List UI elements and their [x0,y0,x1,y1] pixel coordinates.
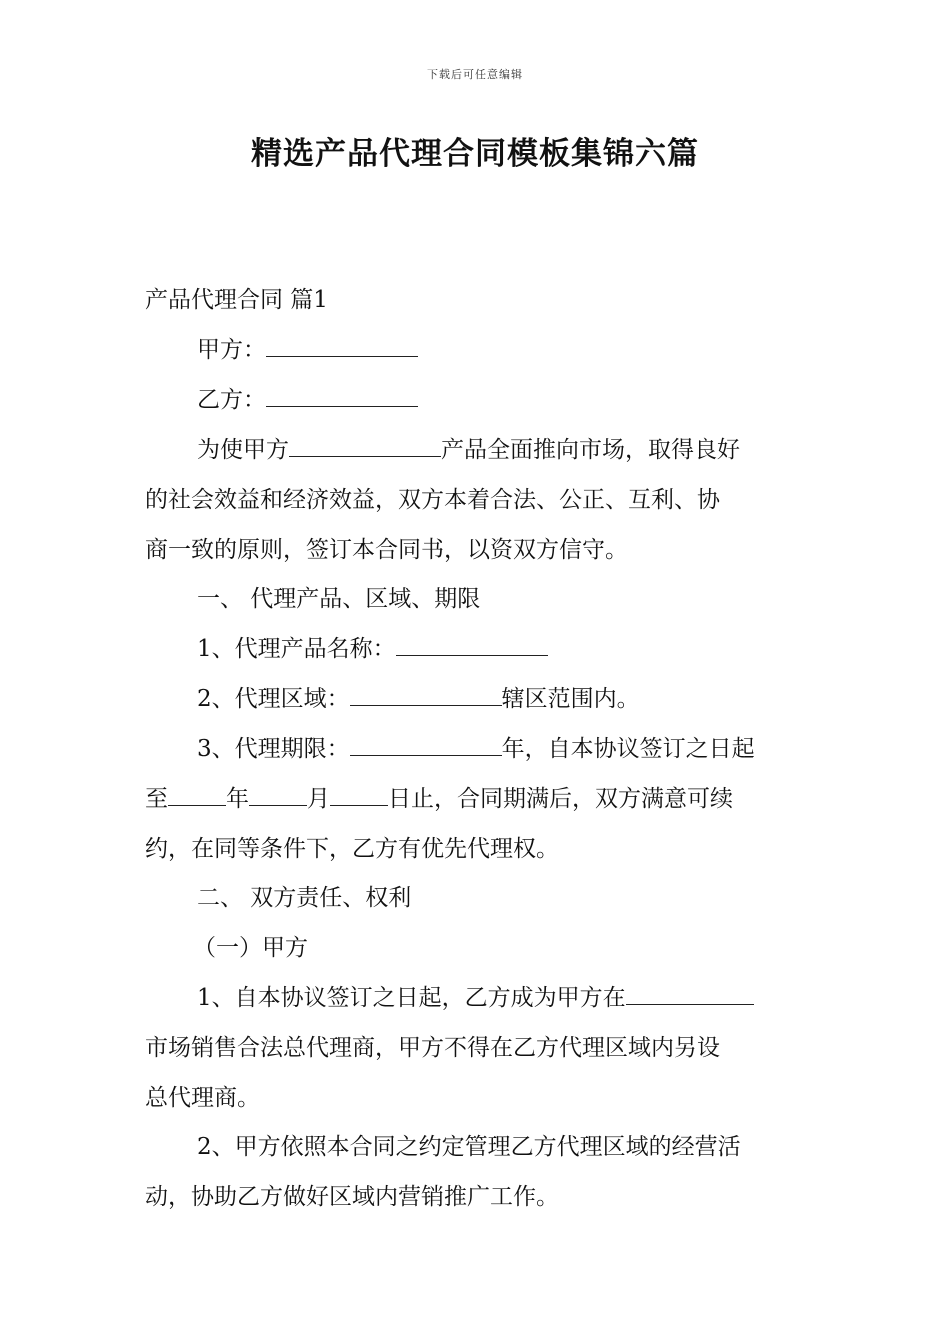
a-item1-line-1 [197,978,754,1018]
item3-label: 3、代理期限： [197,736,350,762]
a-item2-line-1: 2、甲方依照本合同之约定管理乙方代理区域的经营活 [197,1134,741,1160]
a-item1-text: 1、自本协议签订之日起，乙方成为甲方在 [197,985,626,1011]
party-a-label: 甲方： [197,337,266,363]
item1-line [197,629,548,669]
region-blank[interactable] [350,683,502,706]
product-name-blank[interactable] [396,633,548,656]
end-day-blank[interactable] [330,783,388,806]
party-b-label: 乙方： [197,387,266,413]
end-month-blank[interactable] [249,783,307,806]
intro-part2: 产品全面推向市场，取得良好 [441,437,740,463]
item2-label: 2、代理区域： [197,686,350,712]
party-b-line [197,380,418,420]
intro-part1: 为使甲方 [197,437,289,463]
a-item1-line-3: 总代理商。 [145,1085,260,1111]
item2-line [197,679,640,719]
party-b-blank[interactable] [266,384,418,407]
a-item2-line-2: 动，协助乙方做好区域内营销推广工作。 [145,1184,559,1210]
clause1-heading: 一、 代理产品、区域、期限 [197,586,481,612]
end-year-blank[interactable] [168,783,226,806]
document-title: 精选产品代理合同模板集锦六篇 [251,136,699,172]
header-note: 下载后可任意编辑 [427,68,523,81]
item3-suffix: 年，自本协议签订之日起 [501,736,755,762]
intro-line-3: 商一致的原则，签订本合同书，以资双方信守。 [145,537,628,563]
term-years-blank[interactable] [350,733,502,756]
intro-line-1 [197,430,740,470]
section-heading: 产品代理合同 篇1 [145,287,328,313]
party-a-blank[interactable] [266,334,418,357]
item3-l2-c: 月 [307,786,330,812]
item3-line-1 [197,729,755,769]
item3-l2-a: 至 [145,786,168,812]
item3-line-3: 约，在同等条件下，乙方有优先代理权。 [145,836,559,862]
sub-heading-a: （一）甲方 [193,935,308,961]
item3-l2-b: 年 [226,786,249,812]
item3-l2-d: 日止，合同期满后，双方满意可续 [388,786,733,812]
product-blank[interactable] [289,434,441,457]
item2-suffix: 辖区范围内。 [501,686,640,712]
item3-line-2 [145,779,733,819]
a-item1-line-2: 市场销售合法总代理商，甲方不得在乙方代理区域内另设 [145,1035,720,1061]
item1-label: 1、代理产品名称： [197,636,396,662]
clause2-heading: 二、 双方责任、权利 [197,885,412,911]
market-blank[interactable] [626,982,754,1005]
party-a-line [197,330,418,370]
intro-line-2: 的社会效益和经济效益，双方本着合法、公正、互利、协 [145,487,720,513]
